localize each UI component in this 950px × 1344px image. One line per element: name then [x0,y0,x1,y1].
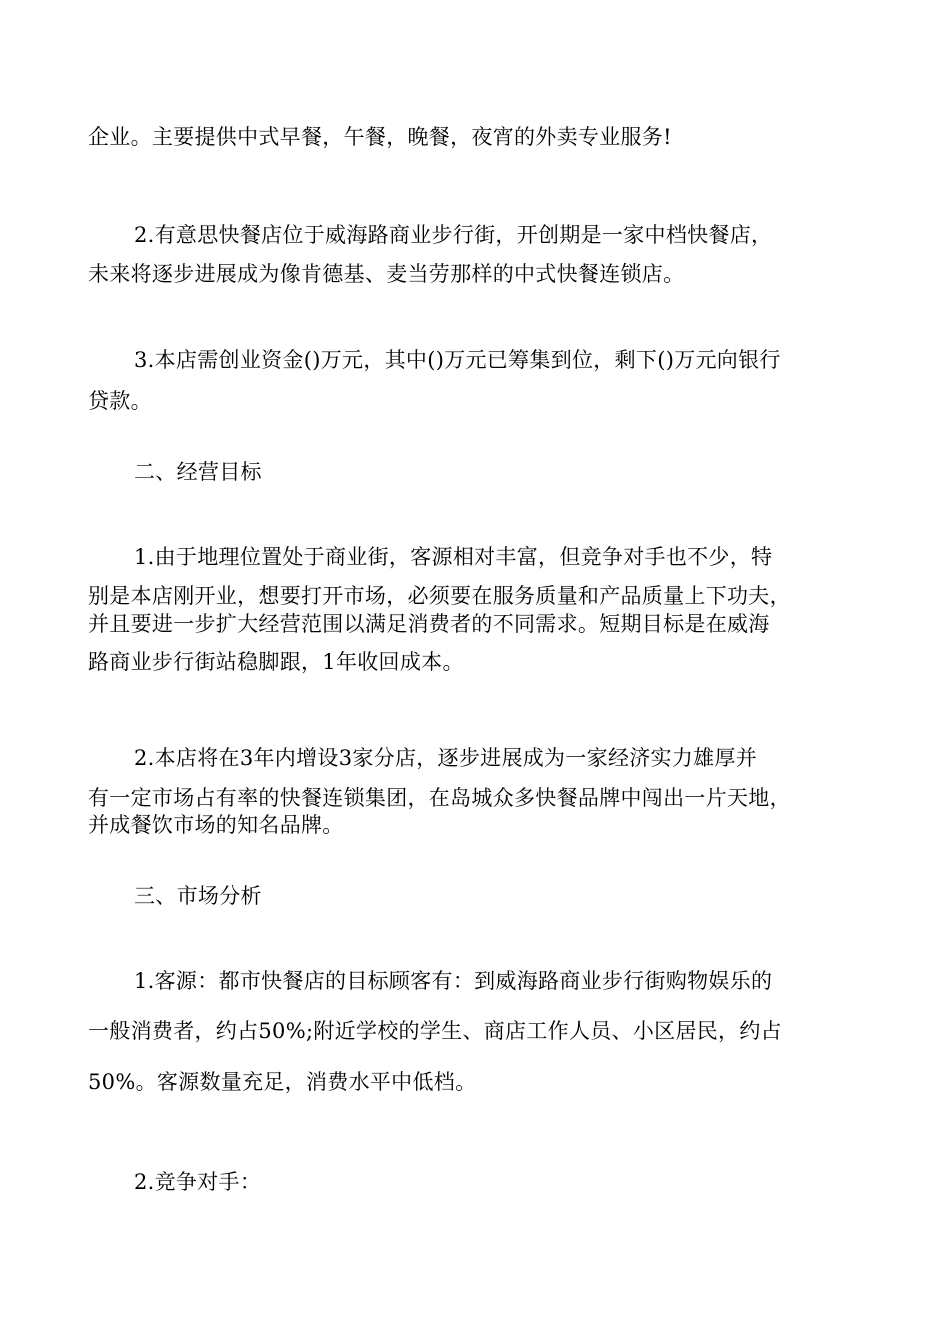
text-line: 2.有意思快餐店位于威海路商业步行街，开创期是一家中档快餐店， [134,223,773,247]
text-line: 有一定市场占有率的快餐连锁集团，在岛城众多快餐品牌中闯出一片天地， [88,786,791,810]
text-line: 1.客源：都市快餐店的目标顾客有：到威海路商业步行街购物娱乐的 [134,969,773,993]
text-line: 2.竞争对手： [134,1170,262,1194]
text-line: 50%。客源数量充足，消费水平中低档。 [88,1070,477,1094]
text-line: 并且要进一步扩大经营范围以满足消费者的不同需求。短期目标是在威海 [88,612,770,636]
text-line: 企业。主要提供中式早餐，午餐，晚餐，夜宵的外卖专业服务! [88,125,672,149]
text-line: 2.本店将在3年内增设3家分店，逐步进展成为一家经济实力雄厚并 [134,746,758,770]
text-line: 并成餐饮市场的知名品牌。 [88,813,344,837]
text-line: 别是本店刚开业，想要打开市场，必须要在服务质量和产品质量上下功夫， [88,584,791,608]
text-line: 3.本店需创业资金()万元，其中()万元已筹集到位，剩下()万元向银行 [134,348,781,372]
text-line: 路商业步行街站稳脚跟，1年收回成本。 [88,650,464,674]
text-line: 一般消费者，约占50%;附近学校的学生、商店工作人员、小区居民，约占 [88,1019,782,1043]
text-line: 1.由于地理位置处于商业街，客源相对丰富，但竞争对手也不少，特 [134,545,773,569]
text-line: 未来将逐步进展成为像肯德基、麦当劳那样的中式快餐连锁店。 [88,262,685,286]
section-heading: 二、经营目标 [134,460,262,484]
text-line: 贷款。 [88,389,152,413]
section-heading: 三、市场分析 [134,884,262,908]
